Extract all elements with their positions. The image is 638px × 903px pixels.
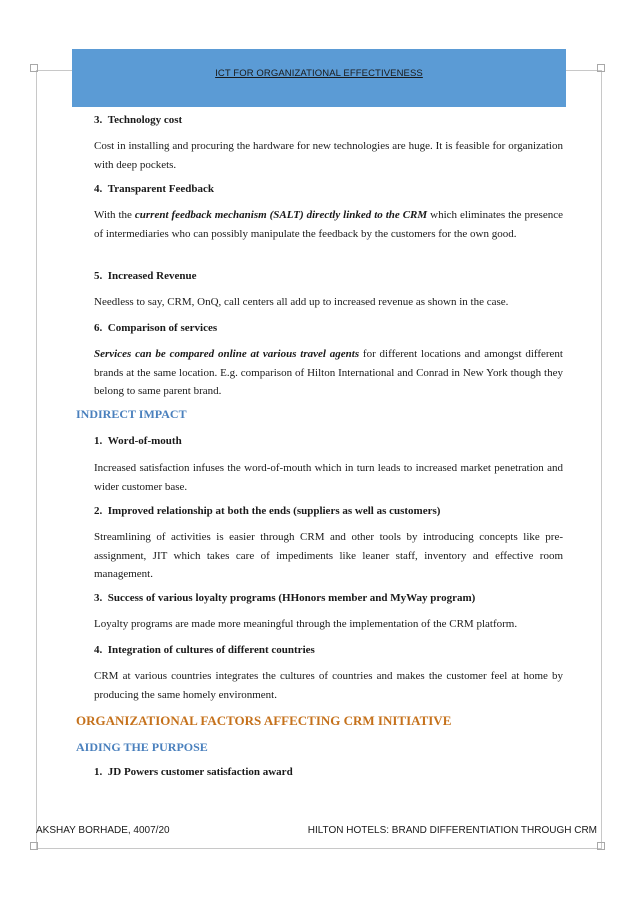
item-text-word-of-mouth: Increased satisfaction infuses the word-of-mouth which in turn leads to increased market penetration and wider customer base. — [94, 462, 563, 493]
page-border-bottom — [36, 848, 602, 849]
item-text-improved-relationship: Streamlining of activities is easier through CRM and other tools by introducing concepts like pre-assignment, JIT which takes care of impediments like leaner staff, inventory and effective room management. — [94, 531, 563, 580]
footer-author: AKSHAY BORHADE, 4007/20 — [36, 825, 170, 836]
item-heading-comparison-of-services: 6. Comparison of services — [94, 322, 218, 334]
corner-ornament-tl — [30, 64, 38, 72]
item-heading-loyalty-programs: 3. Success of various loyalty programs (HHonors member and MyWay program) — [94, 592, 476, 604]
header-title: ICT FOR ORGANIZATIONAL EFFECTIVENESS — [215, 68, 423, 79]
section-title-indirect-impact: INDIRECT IMPACT — [76, 407, 187, 421]
item-text-comparison-of-services — [94, 345, 563, 401]
page-border-left — [36, 70, 37, 848]
feedback-text-post: which eliminates the presence of intermediaries who can possibly manipulate the feedback by the customers for the own good. — [94, 209, 563, 240]
item-heading-transparent-feedback: 4. Transparent Feedback — [94, 183, 214, 195]
item-text-technology-cost: Cost in installing and procuring the hardware for new technologies are huge. It is feasible for organization with deep pockets. — [94, 140, 563, 171]
feedback-text-emphasis: current feedback mechanism (SALT) directly linked to the CRM — [134, 209, 428, 221]
item-heading-integration-of-cultures: 4. Integration of cultures of different countries — [94, 644, 315, 656]
item-text-integration-of-cultures: CRM at various countries integrates the cultures of countries and makes the customer feel at home by producing the same homely environment. — [94, 670, 563, 701]
footer-title: HILTON HOTELS: BRAND DIFFERENTIATION THROUGH CRM — [307, 825, 597, 836]
section-title-organizational-factors: ORGANIZATIONAL FACTORS AFFECTING CRM INITIATIVE — [76, 713, 452, 728]
item-heading-jd-powers-award: 1. JD Powers customer satisfaction award — [94, 766, 293, 778]
item-text-increased-revenue: Needless to say, CRM, OnQ, call centers all add up to increased revenue as shown in the case. — [94, 296, 509, 308]
item-heading-increased-revenue: 5. Increased Revenue — [94, 270, 197, 282]
feedback-text-pre: With the — [94, 209, 135, 221]
corner-ornament-tr — [597, 64, 605, 72]
corner-ornament-br — [597, 842, 605, 850]
item-heading-technology-cost: 3. Technology cost — [94, 114, 183, 126]
comparison-text-post: for different locations and amongst different brands at the same location. E.g. comparison of Hilton International and Conrad in New York though they belong to same parent brand. — [94, 348, 563, 397]
comparison-text-emphasis: Services can be compared online at various travel agents — [94, 348, 360, 360]
header-band — [72, 49, 566, 107]
item-heading-improved-relationship: 2. Improved relationship at both the ends (suppliers as well as customers) — [94, 505, 441, 517]
section-subtitle-aiding-the-purpose: AIDING THE PURPOSE — [76, 740, 208, 754]
corner-ornament-bl — [30, 842, 38, 850]
page-border-right — [601, 70, 602, 848]
item-text-loyalty-programs: Loyalty programs are made more meaningful through the implementation of the CRM platform. — [94, 618, 518, 630]
item-heading-word-of-mouth: 1. Word-of-mouth — [94, 435, 182, 447]
item-text-transparent-feedback — [94, 206, 563, 243]
